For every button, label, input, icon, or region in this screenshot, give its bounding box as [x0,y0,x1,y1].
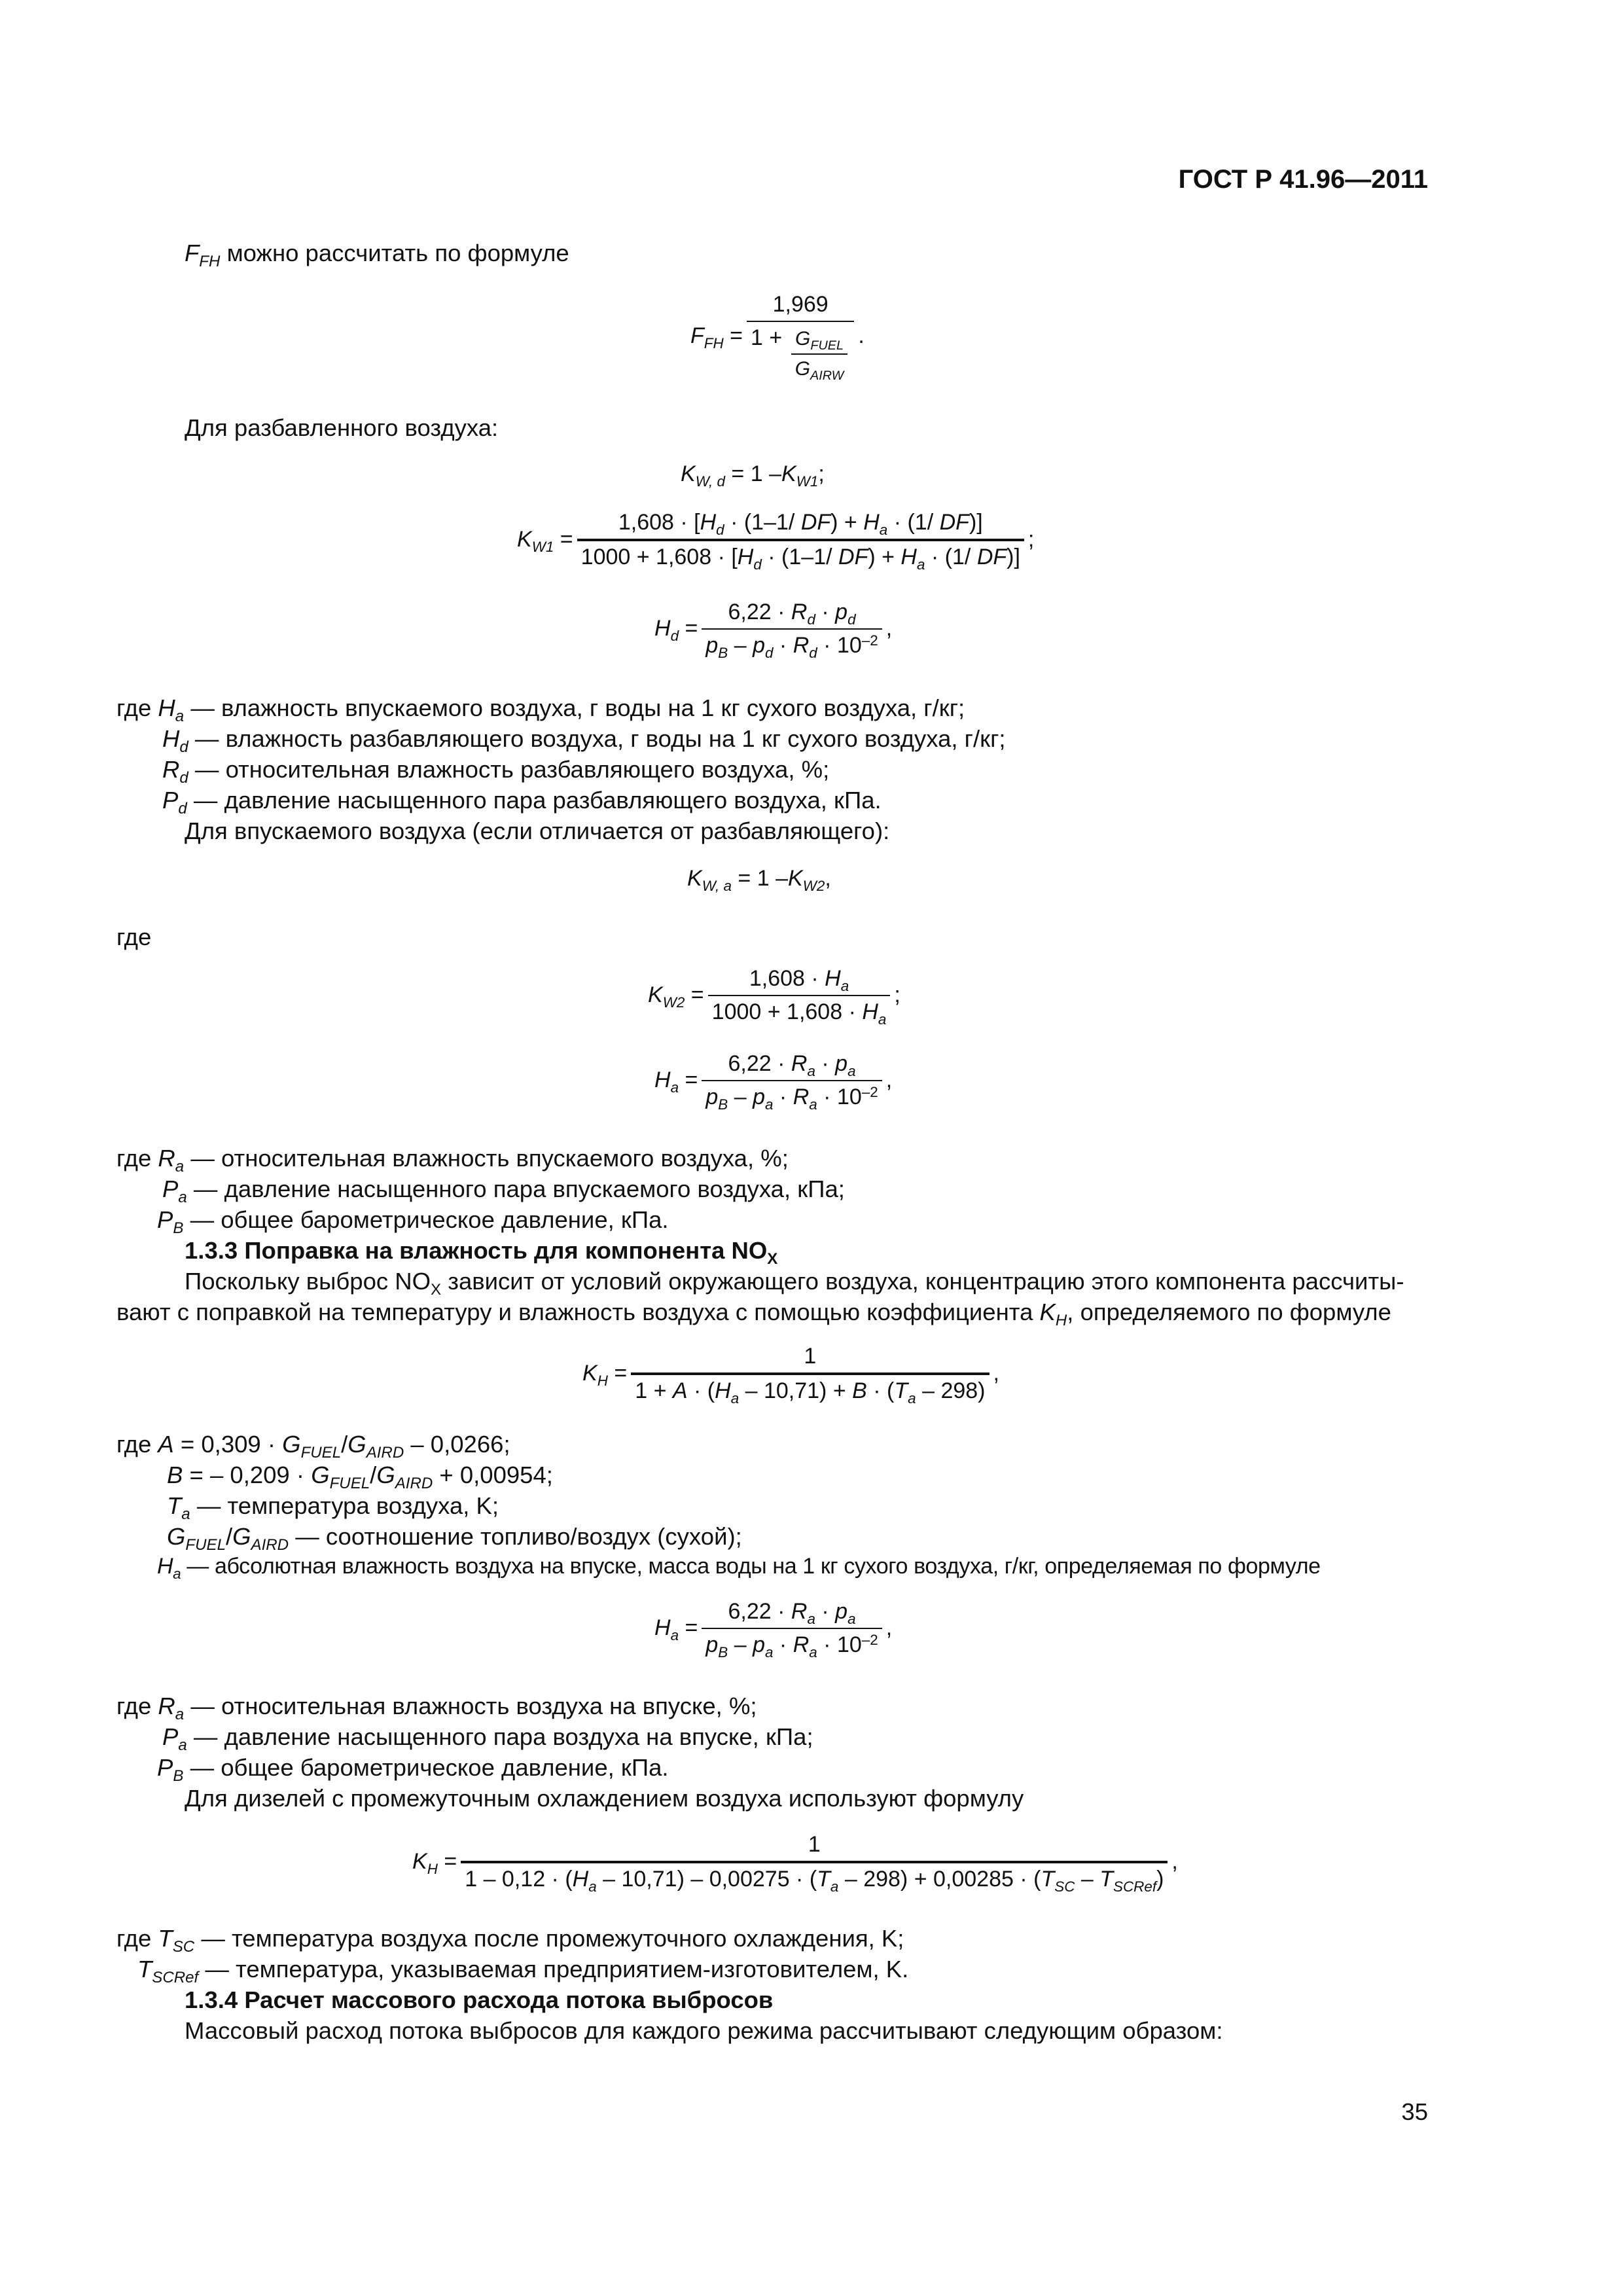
formula-kwa: $K_{W, a}$ = 1 – $K_{W2}$ , [687,866,831,894]
definition-ha: где $H_a$ — влажность впускаемого воздуха, г воды на 1 кг сухого воздуха, г/кг; [116,694,965,726]
formula-kw2: $K_{W2}$ = $\frac{1,608 \cdot H_a}{1000 + 1,608 \cdot H_a}$ ; [648,966,901,1028]
definition-gfuel-gaird: $G_{FUEL}/G_{AIRD}$ — соотношение топливо/воздух (сухой); [167,1523,742,1554]
paragraph-line-2: вают с поправкой на температуру и влажность воздуха с помощью коэффициента $K_H$, определяемого по формуле [116,1299,1391,1330]
formula-ha: $H_a$ = $\frac{6,22 \cdot R_a \cdot p_a}{p_B - p_a \cdot R_a \cdot 10^{-2}}$ , [654,1051,893,1113]
definition-pb: $P_B$ — общее барометрическое давление, кПа. [157,1206,669,1238]
paragraph-line-1: Поскольку выброс $NO_X$ зависит от условий окружающего воздуха, концентрацию этого компонента рассчиты- [185,1268,1404,1299]
section-heading-133: 1.3.3 Поправка на влажность для компонента $NO_X$ [185,1237,778,1268]
text-line: Для разбавленного воздуха: [185,414,499,441]
text-line: Массовый расход потока выбросов для каждого режима рассчитывают следующим образом: [185,2017,1223,2044]
definition-tsc: где $T_{SC}$ — температура воздуха после промежуточного охлаждения, K; [116,1925,904,1956]
formula-kwd: $K_{W, d}$ = 1 – $K_{W1}$ ; [681,461,825,490]
definition-ha-abs: $H_a$ — абсолютная влажность воздуха на впуске, масса воды на 1 кг сухого воздуха, г/кг, определяемая по формуле [157,1554,1321,1582]
doc-code-header: ГОСТ Р 41.96—2011 [1178,165,1428,194]
definition-pa: $P_a$ — давление насыщенного пара впускаемого воздуха, кПа; [162,1175,845,1207]
definition-rd: $R_d$ — относительная влажность разбавляющего воздуха, %; [162,756,830,787]
formula-ha-2: $H_a$ = $\frac{6,22 \cdot R_a \cdot p_a}{p_B - p_a \cdot R_a \cdot 10^{-2}}$ , [654,1599,893,1660]
definition-ra: где $R_a$ — относительная влажность впускаемого воздуха, %; [116,1145,789,1176]
text-line: где [116,924,152,950]
page-number: 35 [1401,2098,1428,2125]
formula-hd: $H_d$ = $\frac{6,22 \cdot R_d \cdot p_d}{p_B - p_d \cdot R_d \cdot 10^{-2}}$ , [654,600,893,661]
definition-hd: $H_d$ — влажность разбавляющего воздуха, г воды на 1 кг сухого воздуха, г/кг; [162,725,1006,757]
formula-kh2: $K_H$ = 1 $1 - 0,12 \cdot (H_a - 10,71) - 0,00275 \cdot (T_a - 298) + 0,00285 \cdot (T_{SC} - T_{SCRef})$ , [412,1832,1178,1895]
definition-pa-2: $P_a$ — давление насыщенного пара воздуха на впуске, кПа; [162,1723,813,1755]
text-line: Для дизелей с промежуточным охлаждением воздуха используют формулу [185,1785,1024,1812]
definition-pd: $P_d$ — давление насыщенного пара разбавляющего воздуха, кПа. [162,787,882,818]
formula-kh1: $K_H$ = $\frac{1}{1 + A \cdot (H_a - 10,71) + B \cdot (T_a - 298)}$ , [582,1344,999,1407]
definition-b: B = – $0,209 \cdot G_{FUEL}/G_{AIRD} + 0,00954$; [167,1462,553,1493]
formula-kw1: $K_{W1}$ = $\frac{1,608 \cdot [H_d \cdot (1-1/ DF) + H_a \cdot (1/ DF)]}{1000 + 1,608 \cdot [H_d \cdot (1-1/ DF) + H_a \cdot (1/ DF)]}$ ; [517,510,1035,573]
definition-a: где $A = 0,309 \cdot G_{FUEL}/G_{AIRD} - 0,0266$; [116,1431,510,1462]
definition-ra-2: где $R_a$ — относительная влажность воздуха на впуске, %; [116,1693,757,1724]
text-line: Для впускаемого воздуха (если отличается от разбавляющего): [185,817,890,844]
definition-ta: $T_a$ — температура воздуха, K; [167,1492,499,1524]
formula-ffh: $F_{FH}$ = 1,969 1 + $\frac{G_{FUEL}}{G_{AIRW}}$ . [690,292,865,383]
definition-tscref: $T_{SCRef}$ — температура, указываемая предприятием-изготовителем, K. [137,1956,909,1987]
section-heading-134: 1.3.4 Расчет массового расхода потока выбросов [185,1986,774,2013]
definition-pb-2: $P_B$ — общее барометрическое давление, кПа. [157,1754,669,1785]
text-line: $F_{FH}$ можно рассчитать по формуле [185,240,569,271]
